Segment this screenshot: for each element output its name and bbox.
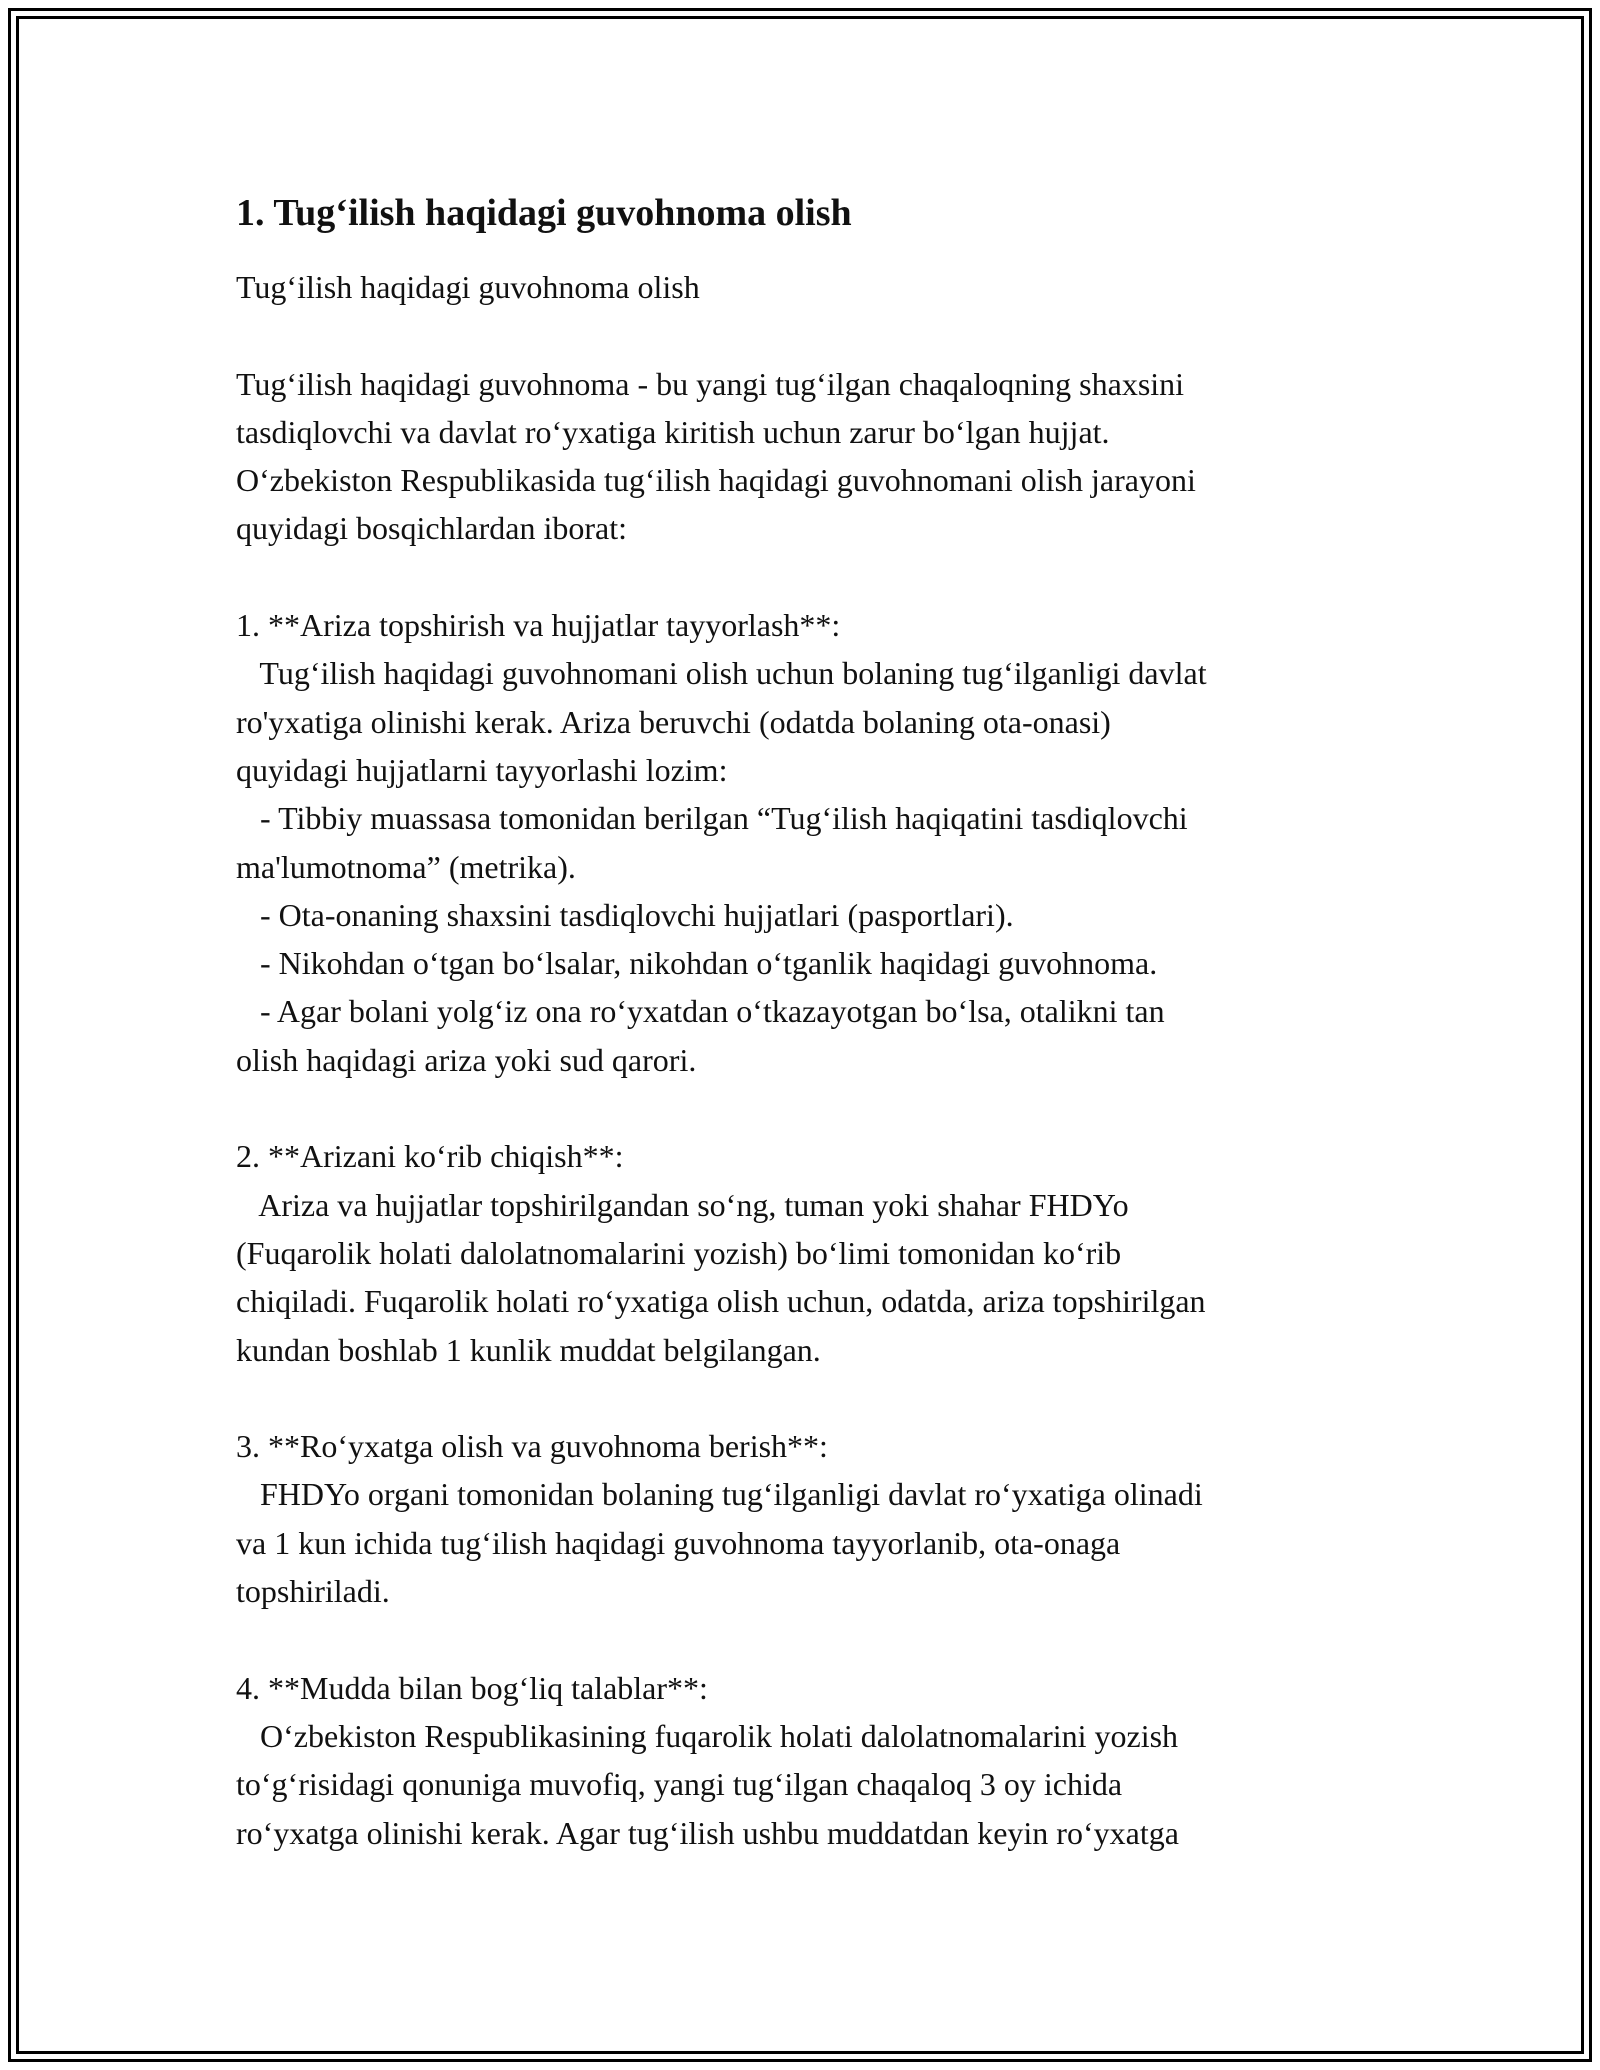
text-line: to‘g‘risidagi qonuniga muvofiq, yangi tug‘ilgan chaqaloq 3 oy ichida bbox=[236, 1766, 1123, 1803]
blank-line bbox=[236, 1615, 1396, 1663]
blank-line bbox=[236, 1374, 1396, 1422]
text-line: chiqiladi. Fuqarolik holati ro‘yxatiga olish uchun, odatda, ariza topshirilgan bbox=[236, 1283, 1206, 1320]
document-body bbox=[236, 185, 1396, 1857]
text-line: ro‘yxatga olinishi kerak. Agar tug‘ilish ushbu muddatdan keyin ro‘yxatga bbox=[236, 1814, 1179, 1851]
text-line: ma'lumotnoma” (metrika). bbox=[236, 848, 576, 885]
text-line: O‘zbekiston Respublikasining fuqarolik holati dalolatnomalarini yozish bbox=[236, 1717, 1179, 1754]
text-line: - Tibbiy muassasa tomonidan berilgan “Tug‘ilish haqiqatini tasdiqlovchi bbox=[236, 800, 1188, 837]
text-line: Tug‘ilish haqidagi guvohnoma - bu yangi tug‘ilgan chaqaloqning shaxsini bbox=[236, 365, 1185, 402]
text-line: - Nikohdan o‘tgan bo‘lsalar, nikohdan o‘tganlik haqidagi guvohnoma. bbox=[236, 945, 1158, 982]
text-line: - Agar bolani yolg‘iz ona ro‘yxatdan o‘tkazayotgan bo‘lsa, otalikni tan bbox=[236, 993, 1165, 1030]
text-line: FHDYo organi tomonidan bolaning tug‘ilganligi davlat ro‘yxatiga olinadi bbox=[236, 1476, 1203, 1513]
text-line: 1. **Ariza topshirish va hujjatlar tayyorlash**: bbox=[236, 607, 841, 644]
text-line: 3. **Ro‘yxatga olish va guvohnoma berish**: bbox=[236, 1428, 828, 1465]
text-line: tasdiqlovchi va davlat ro‘yxatiga kiritish uchun zarur bo‘lgan hujjat. bbox=[236, 413, 1110, 450]
text-line: Tug‘ilish haqidagi guvohnomani olish uchun bolaning tug‘ilganligi davlat bbox=[236, 655, 1207, 692]
text-line: Ariza va hujjatlar topshirilgandan so‘ng, tuman yoki shahar FHDYo bbox=[236, 1186, 1129, 1223]
text-line: olish haqidagi ariza yoki sud qarori. bbox=[236, 1041, 697, 1078]
text-line: ro'yxatiga olinishi kerak. Ariza beruvchi (odatda bolaning ota-onasi) bbox=[236, 703, 1111, 740]
document-text bbox=[236, 263, 1396, 1857]
text-line: - Ota-onaning shaxsini tasdiqlovchi hujjatlari (pasportlari). bbox=[236, 896, 1014, 933]
blank-line bbox=[236, 311, 1396, 359]
text-line: 2. **Arizani ko‘rib chiqish**: bbox=[236, 1138, 624, 1175]
document-heading: 1. Tug‘ilish haqidagi guvohnoma olish bbox=[236, 192, 852, 234]
text-line: 4. **Mudda bilan bog‘liq talablar**: bbox=[236, 1669, 708, 1706]
text-line: quyidagi bosqichlardan iborat: bbox=[236, 510, 628, 547]
blank-line bbox=[236, 1084, 1396, 1132]
text-line: O‘zbekiston Respublikasida tug‘ilish haqidagi guvohnomani olish jarayoni bbox=[236, 462, 1196, 499]
text-line: kundan boshlab 1 kunlik muddat belgilangan. bbox=[236, 1331, 821, 1368]
text-line: quyidagi hujjatlarni tayyorlashi lozim: bbox=[236, 751, 728, 788]
text-line: Tug‘ilish haqidagi guvohnoma olish bbox=[236, 269, 700, 305]
text-line: va 1 kun ichida tug‘ilish haqidagi guvohnoma tayyorlanib, ota-onaga bbox=[236, 1524, 1121, 1561]
text-line: topshiriladi. bbox=[236, 1573, 390, 1610]
text-line: (Fuqarolik holati dalolatnomalarini yozish) bo‘limi tomonidan ko‘rib bbox=[236, 1234, 1122, 1271]
blank-line bbox=[236, 553, 1396, 601]
